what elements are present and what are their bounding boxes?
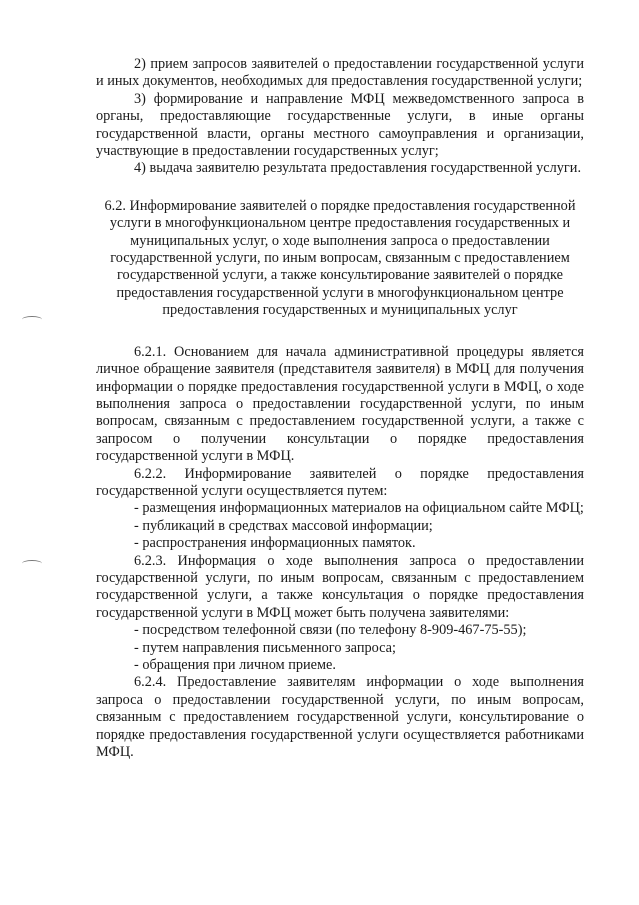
punch-hole-mark-upper [22,316,42,323]
list-item-6-2-2-a: - размещения информационных материалов на официальном сайте МФЦ; [134,500,584,517]
paragraph-6-2-3: 6.2.3. Информация о ходе выполнения запроса о предоставлении государственной услуги, по иным вопросам, связанным с предоставлением государственной услуги, а также консультация о порядке предоставления государственной услуги в МФЦ может быть получена заявителями: [96,552,584,621]
section-6-2-heading: 6.2. Информирование заявителей о порядке предоставления государственной услуги в многофункциональном центре предоставления государственных и муниципальных услуг, о ходе выполнения запроса о предоставлении государственной услуги, по иным вопросам, связанным с предоставлением государственной услуги, а также консультирование заявителей о порядке предоставления государственной услуги в многофункциональном центре предоставления государственных и муниципальных услуг [104,197,576,319]
paragraph-6-2-2: 6.2.2. Информирование заявителей о порядке предоставления государственной услуги осуществляется путем: [96,465,584,499]
item-2: 2) прием запросов заявителей о предоставлении государственной услуги и иных документов, необходимых для предоставления государственной услуги; [96,56,584,90]
item-3: 3) формирование и направление МФЦ межведомственного запроса в органы, предоставляющие государственные услуги, в иные органы государственной власти, органы местного самоуправления и организации, участвующие в предоставлении государственных услуг; [96,90,584,160]
paragraph-6-2-4: 6.2.4. Предоставление заявителям информации о ходе выполнения запроса о предоставлении государственной услуги, по иным вопросам, связанным с предоставлением государственной услуги, консультирование о порядке предоставления государственной услуги осуществляется работниками МФЦ. [96,674,584,761]
list-item-6-2-2-c: - распространения информационных памяток. [134,535,416,552]
list-item-6-2-3-b: - путем направления письменного запроса; [134,639,396,656]
item-4: 4) выдача заявителю результата предоставления государственной услуги. [134,160,582,177]
list-item-6-2-3-c: - обращения при личном приеме. [134,657,336,673]
paragraph-6-2-1: 6.2.1. Основанием для начала административной процедуры является личное обращение заявителя (представителя заявителя) в МФЦ для получения информации о порядке предоставления государственной услуги в МФЦ, о ходе выполнения запроса о предоставлении государственной услуги, по иным вопросам, связанным с предоставлением государственной услуги, а также с запросом о получении консультации о порядке предоставления государственной услуги в МФЦ. [96,343,584,465]
document-page [96,56,584,761]
list-item-6-2-2-b: - публикаций в средствах массовой информации; [134,517,433,534]
list-item-6-2-3-a: - посредством телефонной связи (по телефону 8-909-467-75-55); [134,622,527,639]
punch-hole-mark-lower [22,560,42,567]
